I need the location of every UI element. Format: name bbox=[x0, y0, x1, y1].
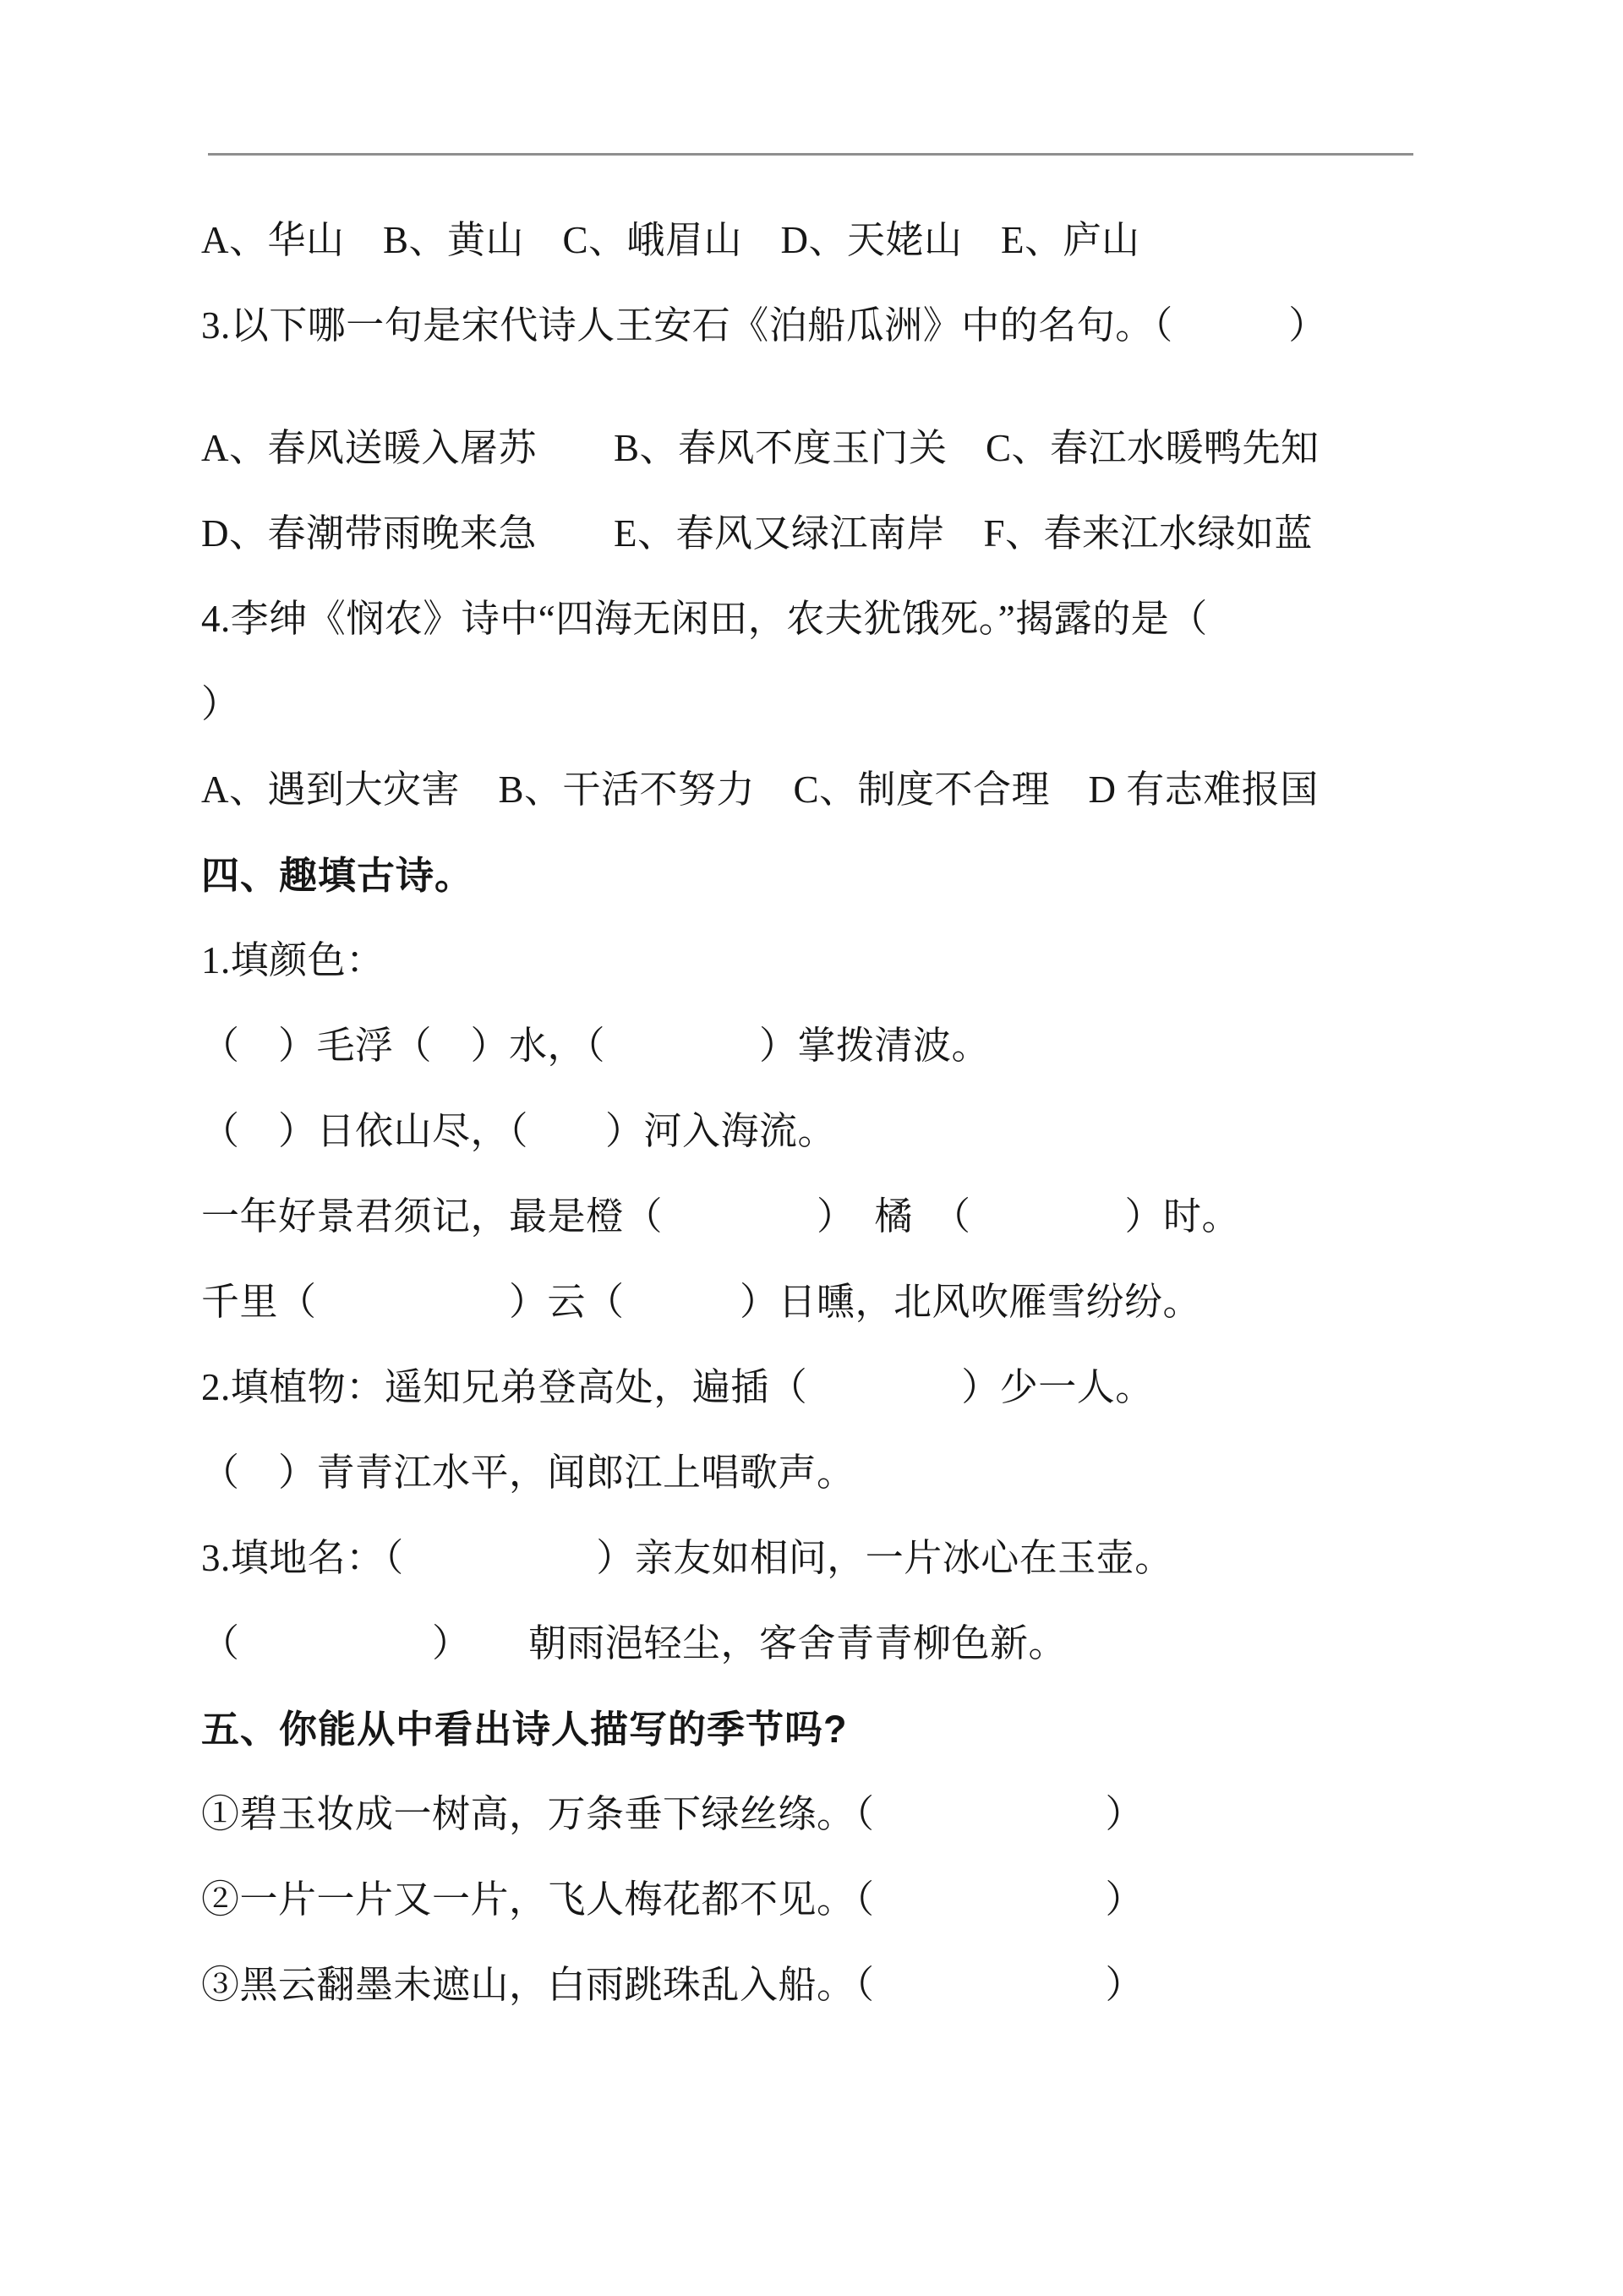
question-4-close-paren: ） bbox=[201, 683, 240, 725]
subquestion-fill-plant: 2.填植物：遥知兄弟登高处，遍插（ ）少一人。 bbox=[201, 1366, 1154, 1408]
section-heading-four: 四、趣填古诗。 bbox=[201, 854, 474, 897]
section-heading-five: 五、你能从中看出诗人描写的季节吗? bbox=[201, 1708, 848, 1751]
season-line-storm: ③黑云翻墨未遮山，白雨跳珠乱入船。（ ） bbox=[201, 1964, 1145, 2006]
fill-line-stork-tower: （ ）日依山尽，（ ）河入海流。 bbox=[201, 1110, 837, 1152]
question-4-stem: 4.李绅《悯农》诗中“四海无闲田，农夫犹饿死。”揭露的是（ bbox=[201, 598, 1208, 640]
options-row-q3-def: D、春潮带雨晚来急 E、春风又绿江南岸 F、春来江水绿如蓝 bbox=[201, 512, 1314, 555]
fill-line-bamboo-song: （ ）青青江水平，闻郎江上唱歌声。 bbox=[201, 1451, 855, 1494]
subquestion-fill-color: 1.填颜色： bbox=[201, 939, 385, 981]
fill-line-qianli-clouds: 千里（ ）云（ ）日曛，北风吹雁雪纷纷。 bbox=[201, 1281, 1202, 1323]
options-row-q3-abc: A、春风送暖入屠苏 B、春风不度玉门关 C、春江水暖鸭先知 bbox=[201, 427, 1320, 469]
fill-line-morning-rain: （ ） 朝雨浥轻尘，客舍青青柳色新。 bbox=[201, 1622, 1068, 1665]
fill-line-goose-poem: （ ）毛浮（ ）水，（ ）掌拨清波。 bbox=[201, 1025, 991, 1067]
season-line-snow: ②一片一片又一片，飞人梅花都不见。（ ） bbox=[201, 1878, 1145, 1921]
fill-line-orange-tangerine: 一年好景君须记，最是橙（ ） 橘 （ ）时。 bbox=[201, 1195, 1241, 1238]
season-line-willow: ①碧玉妆成一树高，万条垂下绿丝绦。（ ） bbox=[201, 1793, 1145, 1835]
options-row-mountains: A、华山 B、黄山 C、峨眉山 D、天姥山 E、庐山 bbox=[201, 219, 1140, 261]
question-3-stem: 3.以下哪一句是宋代诗人王安石《泊船瓜洲》中的名句。（ ） bbox=[201, 304, 1327, 347]
document-content bbox=[201, 156, 1471, 2028]
subquestion-fill-place: 3.填地名：（ ）亲友如相问，一片冰心在玉壶。 bbox=[201, 1537, 1173, 1579]
options-row-q4: A、遇到大灾害 B、干活不努力 C、制度不合理 D 有志难报国 bbox=[201, 768, 1319, 811]
